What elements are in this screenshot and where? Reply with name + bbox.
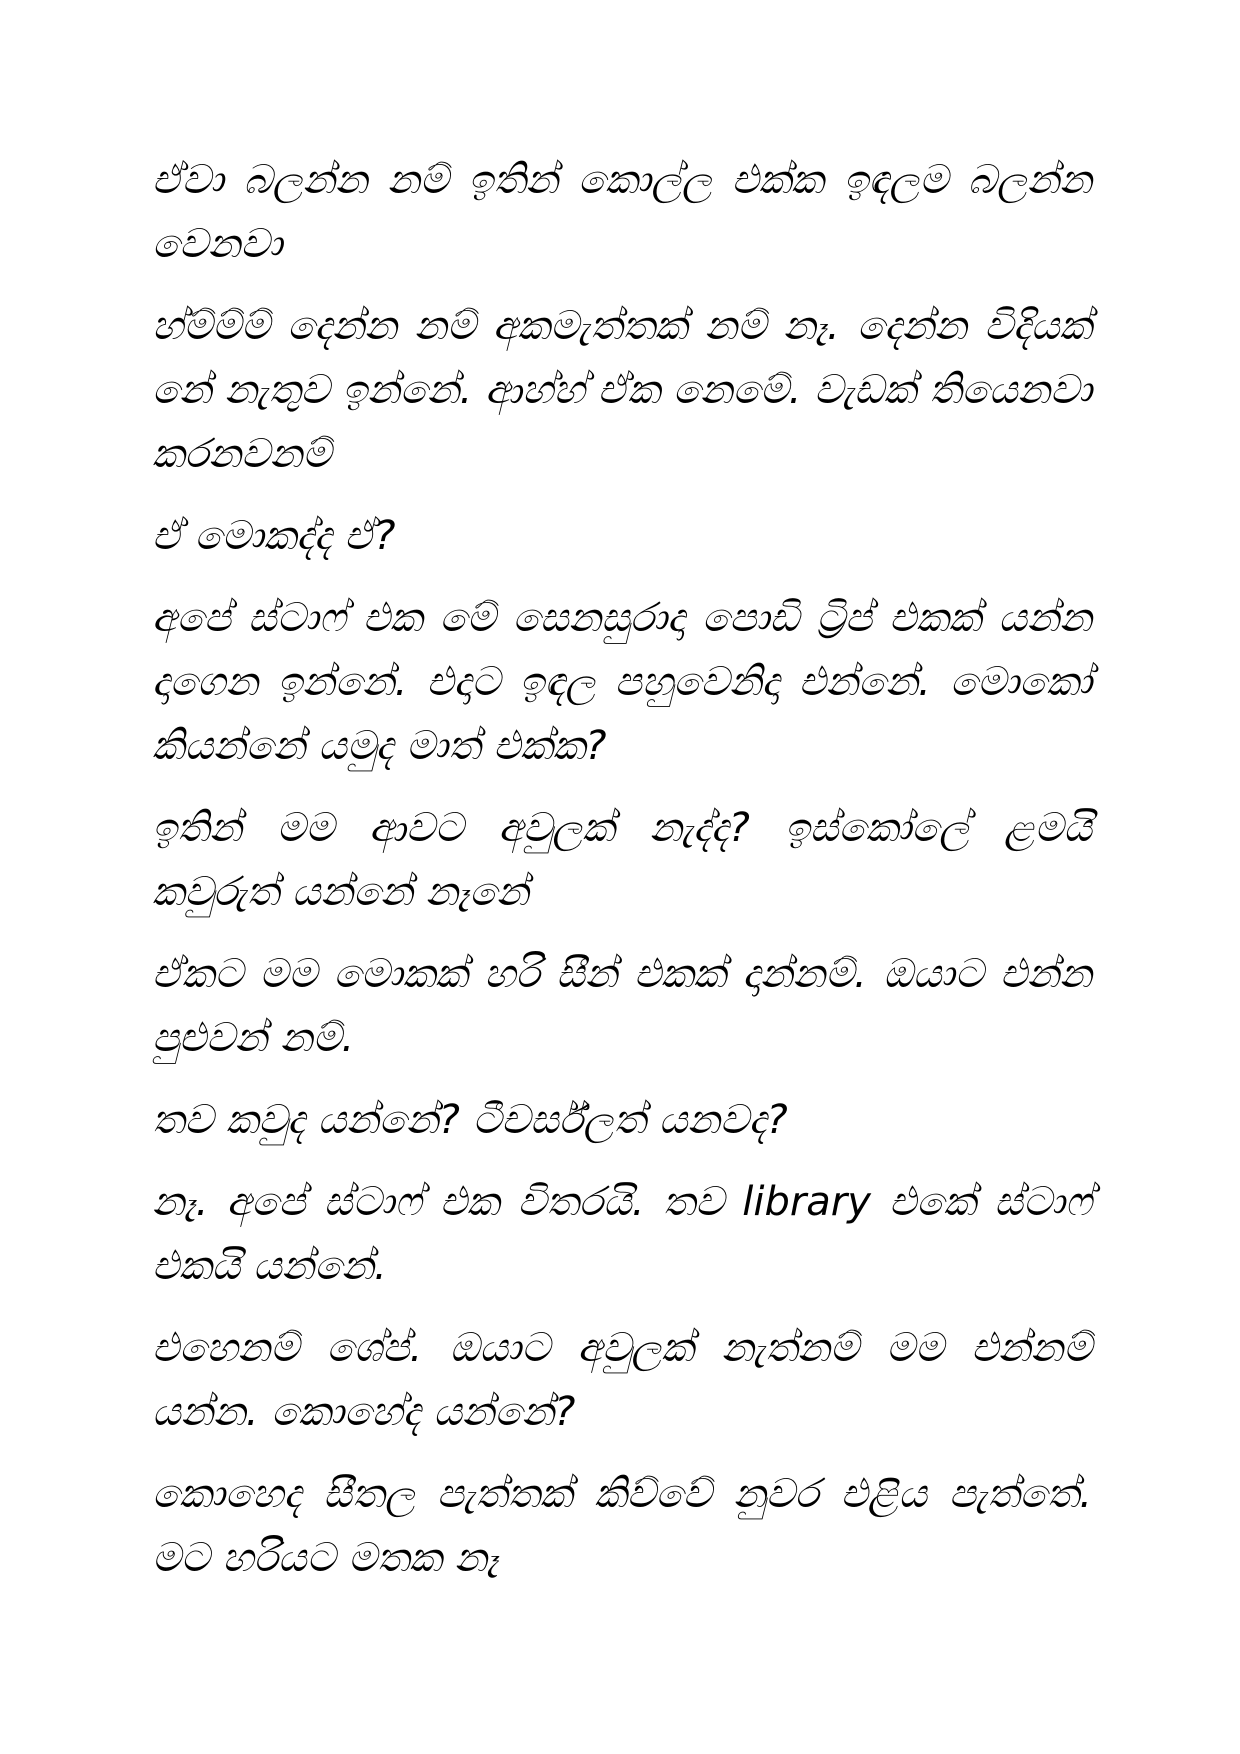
paragraph: නෑ. අපේ ස්ටාෆ් එක විතරයි. තව library එකේ ස්ටාෆ් එකයි යන්නේ. [152,1179,1092,1289]
body-text [152,148,1092,1608]
paragraph: තව කවුද යන්නේ? ටීචර්ස්ලත් යනවද? [152,1097,788,1143]
paragraph: ඒවා බලන්න නම් ඉතින් කොල්ල එක්ක ඉඳලම බලන්න වෙනවා [152,157,1092,267]
paragraph: අපේ ස්ටාෆ් එක මේ සෙනසුරාදා පොඩි ට්‍රිප් එකක් යන්න දාගෙන ඉන්නේ. එදාට ඉඳල පහුවෙනිදා එන්නේ. මොකෝ කියන්නේ යමුද මාත් එක්ක? [152,595,1092,769]
paragraph: ඒකට මම මොකක් හරි සීන් එකක් දාන්නම්. ඔයාට එන්න පුළුවන් නම්. [152,951,1092,1061]
paragraph: ඉතින් මම ආවට අවුලක් නැද්ද? ඉස්කෝලේ ළමයි කවුරුත් යන්නේ නෑනේ [152,805,1092,915]
paragraph: ඒ මොකද්ද ඒ? [152,513,396,559]
paragraph: කොහෙද සීතල පැත්තක් කිව්වේ නුවර එළිය පැත්තේ. මට හරියට මතක නෑ [152,1471,1092,1581]
paragraph: එහෙනම් ශේප්. ඔයාට අවුලක් නැත්නම් මම එන්නම් යන්න. කොහේද යන්නේ? [152,1325,1092,1435]
paragraph: හ්ම්ම්ම් දෙන්න නම් අකමැත්තක් නම් නෑ. දෙන්න විදියක් නේ නැතුව ඉන්නේ. ආහ්හ් ඒක නෙමේ. වැඩක් තියෙනවා කරනවනම් [152,303,1092,477]
